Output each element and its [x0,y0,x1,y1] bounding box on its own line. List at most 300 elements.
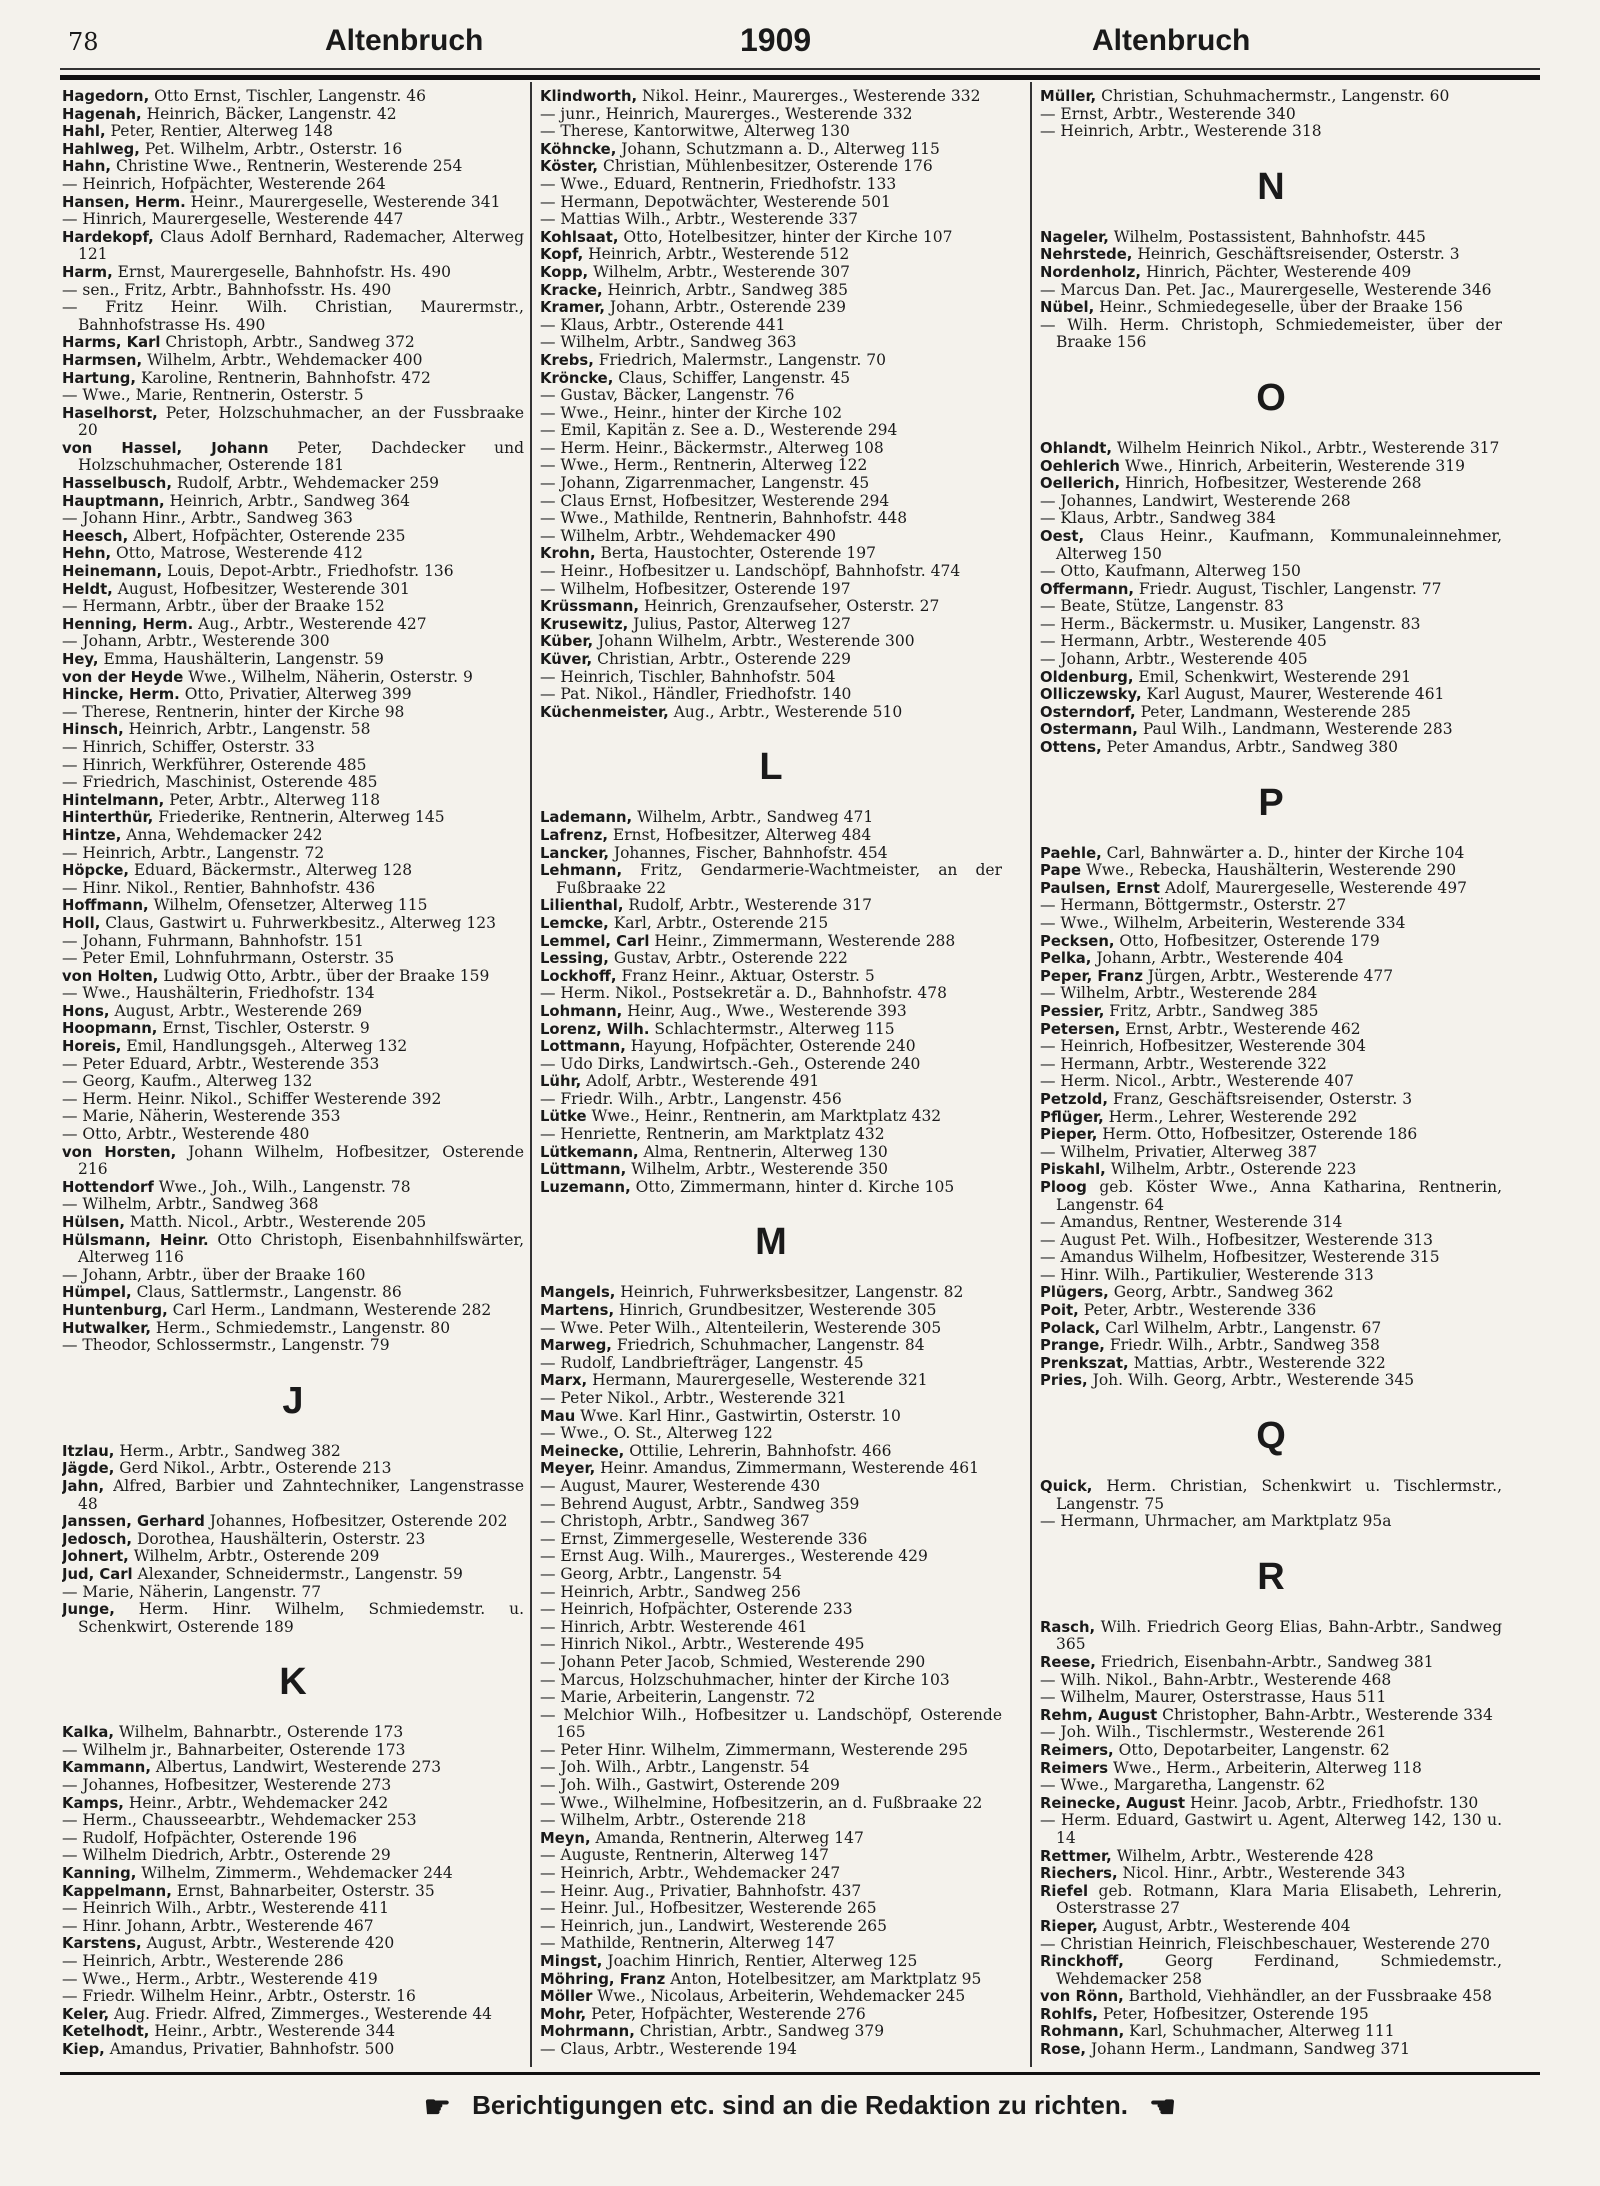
directory-entry [1040,669,1502,687]
entry-details: Alma, Rentnerin, Alterweg 130 [638,1142,888,1161]
entry-details: Anna, Wehdemacker 242 [121,825,323,844]
directory-entry [62,88,524,106]
entry-details: Johann Herm., Landmann, Sandweg 371 [1086,2040,1411,2058]
directory-entry [62,352,524,370]
directory-entry [540,88,1002,106]
directory-entry [540,1425,1002,1443]
entry-details: — Heinrich, Arbtr., Westerende 318 [1040,122,1322,141]
entry-surname: Hintelmann, [62,791,165,809]
entry-surname: Küver, [540,651,593,668]
entry-details: Wwe., Heinr., Rentnerin, am Marktplatz 432 [586,1107,942,1126]
entry-details: — Klaus, Arbtr., Osterende 441 [540,315,786,334]
entry-details: Peter, Rentier, Alterweg 148 [105,122,333,141]
entry-surname: Paulsen, Ernst [1040,879,1161,897]
entry-details: — Johann, Arbtr., über der Braake 160 [62,1265,366,1284]
entry-details: Johannes, Fischer, Bahnhofstr. 454 [608,843,888,862]
directory-entry [540,229,1002,247]
directory-entry [62,1091,524,1109]
entry-details: Berta, Haustochter, Osterende 197 [595,544,876,563]
directory-entry [62,194,524,212]
entry-details: Wwe. Karl Hinr., Gastwirtin, Osterstr. 10 [575,1406,901,1425]
directory-entry [62,493,524,511]
entry-details: Fritz, Gendarmerie-Wachtmeister, an der Fußbraake 22 [556,861,1002,897]
entry-details: — Wwe., Herm., Arbtr., Westerende 419 [62,1969,378,1988]
directory-entry [540,141,1002,159]
directory-entry [62,950,524,968]
entry-surname: Harmsen, [62,351,143,369]
entry-details: Christian, Arbtr., Sandweg 379 [634,2022,885,2041]
entry-details: — Herm. Nicol., Arbtr., Westerende 407 [1040,1072,1354,1091]
directory-entry [1040,686,1502,704]
entry-details: — Georg, Arbtr., Langenstr. 54 [540,1564,782,1583]
section-letter: N [1257,165,1285,208]
directory-entry [540,950,1002,968]
entry-details: — Hermann, Arbtr., Westerende 322 [1040,1054,1327,1073]
directory-entry [62,1742,524,1760]
directory-entry [540,1460,1002,1478]
directory-entry [1040,1513,1502,1531]
entry-details: Nikol. Heinr., Maurerges., Westerende 332 [637,88,981,105]
entry-details: Gustav, Arbtr., Osterende 222 [608,949,848,968]
entry-details: — August Pet. Wilh., Hofbesitzer, Westerende 313 [1040,1230,1434,1249]
entry-surname: Klindworth, [540,88,638,105]
directory-entry [1040,1267,1502,1285]
entry-surname: Lohmann, [540,1002,623,1020]
directory-entry [62,2041,524,2058]
entry-details: Friedrich, Schuhmacher, Langenstr. 84 [611,1336,925,1355]
directory-entry [62,1232,524,1267]
entry-surname: Rohlfs, [1040,2005,1099,2023]
directory-entry [1040,2041,1502,2058]
entry-details: Aug., Arbtr., Westerende 510 [668,702,903,721]
entry-details: — Emil, Kapitän z. See a. D., Westerende 294 [540,421,898,440]
directory-entry [540,1496,1002,1514]
entry-surname: Ploog [1040,1178,1087,1196]
entry-details: Ernst, Hofbesitzer, Alterweg 484 [607,825,872,844]
section-letter: M [755,1221,787,1264]
directory-entry [540,1759,1002,1777]
directory-entry [62,440,524,475]
entry-details: — Wilhelm, Arbtr., Sandweg 363 [540,333,797,352]
entry-surname: Pieper, [1040,1126,1098,1144]
entry-details: Wilhelm, Arbtr., Osterende 209 [128,1547,380,1566]
entry-details: — Wilhelm, Arbtr., Westerende 284 [1040,984,1318,1003]
entry-details: — Heinr. Aug., Privatier, Bahnhofstr. 437 [540,1881,862,1900]
directory-entry [1040,1988,1502,2006]
entry-details: — Herm., Bäckermstr. u. Musiker, Langenstr. 83 [1040,614,1421,633]
directory-page [60,20,1540,2170]
directory-entry [540,1144,1002,1162]
directory-entry [540,1654,1002,1672]
directory-entry [1040,229,1502,247]
directory-entry [540,405,1002,423]
entry-details: Matth. Nicol., Arbtr., Westerende 205 [125,1213,427,1231]
entry-details: Peter, Arbtr., Westerende 336 [1078,1301,1317,1320]
entry-surname: Lehmann, [540,862,623,880]
entry-details: Joachim Hinrich, Rentier, Alterweg 125 [602,1952,918,1970]
directory-entry [540,334,1002,352]
directory-entry [62,1073,524,1091]
entry-details: — Hermann, Arbtr., über der Braake 152 [62,597,385,616]
directory-entry [540,563,1002,581]
entry-surname: Hahlweg, [62,140,140,158]
entry-surname: Junge, [62,1601,115,1619]
entry-details: Otto, Depotarbeiter, Langenstr. 62 [1113,1740,1390,1759]
directory-entry [62,968,524,986]
entry-surname: Küchenmeister, [540,703,669,721]
entry-details: — Theodor, Schlossermstr., Langenstr. 79 [62,1336,390,1355]
entry-details: — Rudolf, Landbriefträger, Langenstr. 45 [540,1353,864,1372]
entry-details: Johann, Schutzmann a. D., Alterweg 115 [616,139,940,158]
entry-details: Wwe., Nicolaus, Arbeiterin, Wehdemacker 245 [592,1987,966,2006]
directory-entry [62,845,524,863]
directory-entry [62,370,524,388]
directory-entry [62,1795,524,1813]
entry-details: Emma, Haushälterin, Langenstr. 59 [98,650,384,668]
header-year: 1909 [740,22,812,58]
entry-details: Karl, Arbtr., Osterende 215 [608,913,829,932]
directory-entry [62,1513,524,1531]
entry-surname: Hey, [62,651,99,668]
directory-entry [540,1073,1002,1091]
directory-entry [1040,299,1502,317]
directory-entry [62,1777,524,1795]
entry-details: — Wwe., Wilhelm, Arbeiterin, Westerende 334 [1040,914,1406,932]
entry-details: — Therese, Kantorwitwe, Alterweg 130 [540,122,850,141]
entry-details: Hayung, Hofpächter, Osterende 240 [625,1037,916,1056]
entry-details: Heinrich, Arbtr., Langenstr. 58 [123,720,371,739]
entry-surname: von Hassel, Johann [62,439,269,457]
entry-details: Johann Wilhelm, Arbtr., Westerende 300 [593,632,915,651]
directory-entry [1040,1003,1502,1021]
directory-entry [62,1865,524,1883]
directory-entry [1040,1707,1502,1725]
directory-entry [540,1302,1002,1320]
directory-entry [1040,880,1502,898]
directory-entry [62,2006,524,2024]
entry-details: — Otto, Arbtr., Westerende 480 [62,1125,310,1144]
entry-surname: Höpcke, [62,862,130,880]
directory-entry [1040,1918,1502,1936]
directory-entry [1040,493,1502,511]
entry-details: Franz Heinr., Aktuar, Osterstr. 5 [616,966,875,985]
entry-details: — Johannes, Landwirt, Westerende 268 [1040,491,1351,510]
entry-details: Albert, Hofpächter, Osterende 235 [128,526,406,545]
header-rule-thin [60,68,1540,70]
directory-entry [62,1566,524,1584]
entry-details: — Heinr., Hofbesitzer u. Landschöpf, Bahnhofstr. 474 [540,562,961,581]
entry-details: — Hinr. Wilh., Partikulier, Westerende 313 [1040,1265,1374,1284]
entry-surname: Piskahl, [1040,1161,1106,1179]
directory-entry [540,1883,1002,1901]
entry-details: Ernst, Tischler, Osterstr. 9 [157,1019,370,1038]
directory-entry [62,774,524,792]
directory-entry [1040,1936,1502,1954]
entry-details: Jürgen, Arbtr., Westerende 477 [1143,966,1394,985]
directory-entry [540,1443,1002,1461]
directory-entry [540,264,1002,282]
directory-entry [62,387,524,405]
entry-surname: Peper, Franz [1040,967,1143,985]
entry-surname: Marweg, [540,1337,612,1355]
directory-entry [62,1284,524,1302]
directory-entry [1040,1249,1502,1267]
directory-entry [62,809,524,827]
entry-details: — Hermann, Arbtr., Westerende 405 [1040,632,1327,651]
entry-surname: Hahn, [62,158,112,176]
entry-details: Amandus, Privatier, Bahnhofstr. 500 [104,2039,395,2058]
entry-surname: Holl, [62,914,101,932]
directory-entry [540,1531,1002,1549]
entry-surname: Olliczewsky, [1040,686,1142,704]
entry-details: — Marcus Dan. Pet. Jac., Maurergeselle, Westerende 346 [1040,280,1492,299]
entry-details: — Heinrich, Arbtr., Wehdemacker 247 [540,1864,841,1883]
entry-details: geb. Rotmann, Klara Maria Elisabeth, Lehrerin, Osterstrasse 27 [1056,1881,1502,1918]
entry-details: Wilhelm, Zimmerm., Wehdemacker 244 [136,1864,453,1883]
directory-entry [62,510,524,528]
directory-entry [62,1302,524,1320]
directory-entry [540,915,1002,933]
entry-surname: Heesch, [62,527,129,545]
directory-entry [62,598,524,616]
entry-details: — Behrend August, Arbtr., Sandweg 359 [540,1494,860,1513]
directory-entry [62,1601,524,1636]
entry-details: — Wilhelm, Arbtr., Sandweg 368 [62,1195,319,1214]
directory-entry [540,422,1002,440]
entry-surname: Hons, [62,1002,110,1020]
directory-entry [1040,1724,1502,1742]
entry-details: — Peter Hinr. Wilhelm, Zimmermann, Westerende 295 [540,1740,969,1759]
entry-surname: Müller, [1040,88,1097,105]
directory-entry [540,1795,1002,1813]
entry-surname: Ottens, [1040,739,1102,757]
entry-details: — Amandus, Rentner, Westerende 314 [1040,1213,1343,1232]
directory-entry [1040,739,1502,757]
directory-entry [540,457,1002,475]
entry-details: August, Arbtr., Westerende 269 [109,1001,363,1020]
entry-details: Claus Adolf Bernhard, Rademacher, Alterweg 121 [78,227,524,264]
directory-entry [1040,106,1502,124]
entry-details: Christian, Schuhmachermstr., Langenstr. 60 [1096,88,1450,105]
directory-entry [540,1865,1002,1883]
entry-surname: Petzold, [1040,1090,1109,1108]
directory-entry [1040,897,1502,915]
entry-details: Heinrich, Arbtr., Sandweg 364 [164,491,410,510]
entry-details: Fritz, Arbtr., Sandweg 385 [1104,1001,1319,1020]
directory-entry [540,528,1002,546]
entry-surname: Kröncke, [540,369,614,387]
entry-details: Otto Ernst, Tischler, Langenstr. 46 [149,88,426,105]
entry-surname: Jedosch, [62,1530,133,1548]
entry-details: Christian, Arbtr., Osterende 229 [592,650,852,668]
entry-details: — Friedrich, Maschinist, Osterende 485 [62,773,378,792]
entry-details: Karl, Schuhmacher, Alterweg 111 [1124,2022,1395,2041]
directory-entry [62,1214,524,1232]
header-left-title: Altenbruch [325,24,484,57]
directory-entry [540,211,1002,229]
entry-details: — Joh. Wilh., Gastwirt, Osterende 209 [540,1776,840,1795]
entry-details: — Gustav, Bäcker, Langenstr. 76 [540,386,795,405]
entry-surname: Ketelhodt, [62,2023,150,2041]
entry-details: — Wilhelm jr., Bahnarbeiter, Osterende 173 [62,1740,406,1759]
footer-rule [60,2072,1540,2075]
column-3 [1040,88,1502,2058]
entry-details: — Wilh. Nikol., Bahn-Arbtr., Westerende 468 [1040,1670,1392,1689]
entry-surname: Paehle, [1040,844,1102,862]
entry-details: — Wilhelm, Privatier, Alterweg 387 [1040,1142,1318,1161]
entry-surname: Meyer, [540,1460,596,1478]
directory-entry [1040,985,1502,1003]
entry-details: Heinr, Aug., Wwe., Westerende 393 [622,1001,907,1020]
directory-entry [540,1021,1002,1039]
entry-surname: Hagenah, [62,105,142,123]
directory-entry [62,1038,524,1056]
entry-surname: Lüttmann, [540,1161,627,1179]
directory-entry [62,1953,524,1971]
entry-details: Barthold, Viehhändler, an der Fussbraake 458 [1123,1987,1492,2006]
directory-entry [540,1689,1002,1707]
directory-entry [540,1284,1002,1302]
entry-details: — Johann, Arbtr., Westerende 300 [62,632,330,651]
directory-entry [62,1443,524,1461]
entry-surname: Küber, [540,633,594,651]
directory-entry [62,1830,524,1848]
entry-surname: Haselhorst, [62,404,158,422]
entry-details: — Ernst, Arbtr., Westerende 340 [1040,104,1296,123]
directory-entry [540,1126,1002,1144]
directory-entry [540,827,1002,845]
entry-surname: Nageler, [1040,228,1109,246]
pointing-hand-left-icon: ☚ [1149,2091,1177,2124]
entry-details: Wwe., Herm., Arbeiterin, Alterweg 118 [1108,1758,1422,1777]
entry-surname: Heinemann, [62,563,163,581]
entry-details: — Hermann, Depotwächter, Westerende 501 [540,192,891,211]
entry-details: — Therese, Rentnerin, hinter der Kirche 98 [62,702,405,721]
entry-details: — Fritz Heinr. Wilh. Christian, Maurermstr., Bahnhofstrasse Hs. 490 [62,298,524,334]
entry-details: — Wwe., Wilhelmine, Hofbesitzerin, an d. Fußbraake 22 [540,1793,983,1812]
entry-surname: Hardekopf, [62,228,154,246]
entry-details: Schlachtermstr., Alterweg 115 [649,1019,895,1038]
entry-details: — Wwe., Marie, Rentnerin, Osterstr. 5 [62,386,364,405]
directory-entry [540,194,1002,212]
directory-entry [62,123,524,141]
entry-details: Herm. Otto, Hofbesitzer, Osterende 186 [1097,1125,1418,1144]
entry-details: Hinrich, Grundbesitzer, Westerende 305 [614,1301,937,1320]
directory-entry [540,1038,1002,1056]
directory-entry [1040,88,1502,106]
directory-entry [62,985,524,1003]
entry-details: — Hinrich, Arbtr. Westerende 461 [540,1617,808,1636]
directory-entry [62,1179,524,1197]
entry-details: Peter, Holzschuhmacher, an der Fussbraake 20 [78,403,524,440]
section-letter: Q [1256,1415,1286,1458]
directory-entry [62,1759,524,1777]
directory-entry [62,1918,524,1936]
entry-details: — Peter Emil, Lohnfuhrmann, Osterstr. 35 [62,949,395,968]
entry-surname: Kramer, [540,299,605,317]
entry-details: Gerd Nikol., Arbtr., Osterende 213 [114,1459,392,1478]
entry-surname: Oellerich, [1040,475,1121,493]
directory-entry [540,1320,1002,1338]
entry-surname: von Rönn, [1040,1988,1124,2006]
entry-surname: Oest, [1040,527,1085,545]
entry-surname: Pessier, [1040,1002,1105,1020]
entry-surname: Lilienthal, [540,897,624,915]
entry-surname: Krüssmann, [540,598,640,616]
entry-details: Friedr. Wilh., Arbtr., Sandweg 358 [1104,1336,1380,1355]
entry-details: — Georg, Kaufm., Alterweg 132 [62,1072,313,1091]
entry-details: — Johannes, Hofbesitzer, Westerende 273 [62,1776,392,1795]
directory-entry [540,123,1002,141]
directory-entry [1040,123,1502,141]
directory-entry [62,475,524,493]
entry-details: Wilhelm Heinrich Nikol., Arbtr., Westerende 317 [1112,438,1500,457]
entry-details: — Heinr. Jul., Hofbesitzer, Westerende 265 [540,1899,877,1918]
directory-entry [1040,1056,1502,1074]
entry-surname: Hoffmann, [62,897,149,915]
entry-details: Claus, Sattlermstr., Langenstr. 86 [131,1283,402,1302]
entry-details: — Heinrich, Hofbesitzer, Westerende 304 [1040,1037,1367,1056]
directory-entry [1040,317,1502,352]
section-letter: P [1258,781,1284,824]
entry-surname: Kammann, [62,1759,151,1777]
entry-surname: Rose, [1040,2041,1087,2058]
entry-details: Herm., Schmiedemstr., Langenstr. 80 [150,1318,451,1337]
directory-entry [540,1566,1002,1584]
entry-details: — Wilhelm Diedrich, Arbtr., Osterende 29 [62,1846,391,1865]
entry-details: — Hermann, Uhrmacher, am Marktplatz 95a [1040,1512,1392,1531]
directory-entry [1040,633,1502,651]
directory-entry [540,809,1002,827]
directory-entry [62,106,524,124]
directory-entry [62,757,524,775]
directory-entry [540,475,1002,493]
entry-surname: Harm, [62,263,113,281]
entry-surname: Harms, Karl [62,334,161,352]
entry-details: Georg, Arbtr., Sandweg 362 [1108,1283,1334,1302]
entry-details: — Peter Eduard, Arbtr., Westerende 353 [62,1054,380,1073]
entry-details: — Melchior Wilh., Hofbesitzer u. Landschöpf, Osterende 165 [540,1705,1002,1742]
entry-surname: Hagedorn, [62,88,150,105]
directory-entry [62,1724,524,1742]
directory-entry [1040,581,1502,599]
entry-surname: Quick, [1040,1478,1093,1496]
directory-entry [540,1601,1002,1619]
entry-surname: Kracke, [540,281,603,299]
directory-entry [540,282,1002,300]
directory-entry [1040,1619,1502,1654]
directory-entry [62,1988,524,2006]
entry-details: Heinr., Maurergeselle, Westerende 341 [185,192,501,211]
directory-entry [62,1196,524,1214]
entry-details: — Herm. Eduard, Gastwirt u. Agent, Alterweg 142, 130 u. 14 [1040,1811,1502,1847]
entry-details: August, Arbtr., Westerende 420 [141,1934,395,1953]
entry-details: Mattias, Arbtr., Westerende 322 [1128,1353,1386,1372]
entry-details: Otto, Hofbesitzer, Osterende 179 [1114,931,1380,950]
entry-details: — Mattias Wilh., Arbtr., Westerende 337 [540,210,859,229]
entry-details: Wwe., Rebecka, Haushälterin, Westerende 290 [1081,861,1457,880]
entry-surname: Meinecke, [540,1442,625,1460]
entry-details: — Wwe., Eduard, Rentnerin, Friedhofstr. 133 [540,174,897,193]
entry-details: Franz, Geschäftsreisender, Osterstr. 3 [1108,1089,1413,1108]
directory-entry [62,563,524,581]
entry-details: — sen., Fritz, Arbtr., Bahnhofsstr. Hs. 490 [62,280,392,299]
entry-details: Wilhelm, Arbtr., Sandweg 471 [632,808,874,827]
entry-surname: Krusewitz, [540,615,629,633]
entry-details: Friedr. August, Tischler, Langenstr. 77 [1134,579,1442,598]
directory-entry [62,616,524,634]
directory-entry [540,686,1002,704]
